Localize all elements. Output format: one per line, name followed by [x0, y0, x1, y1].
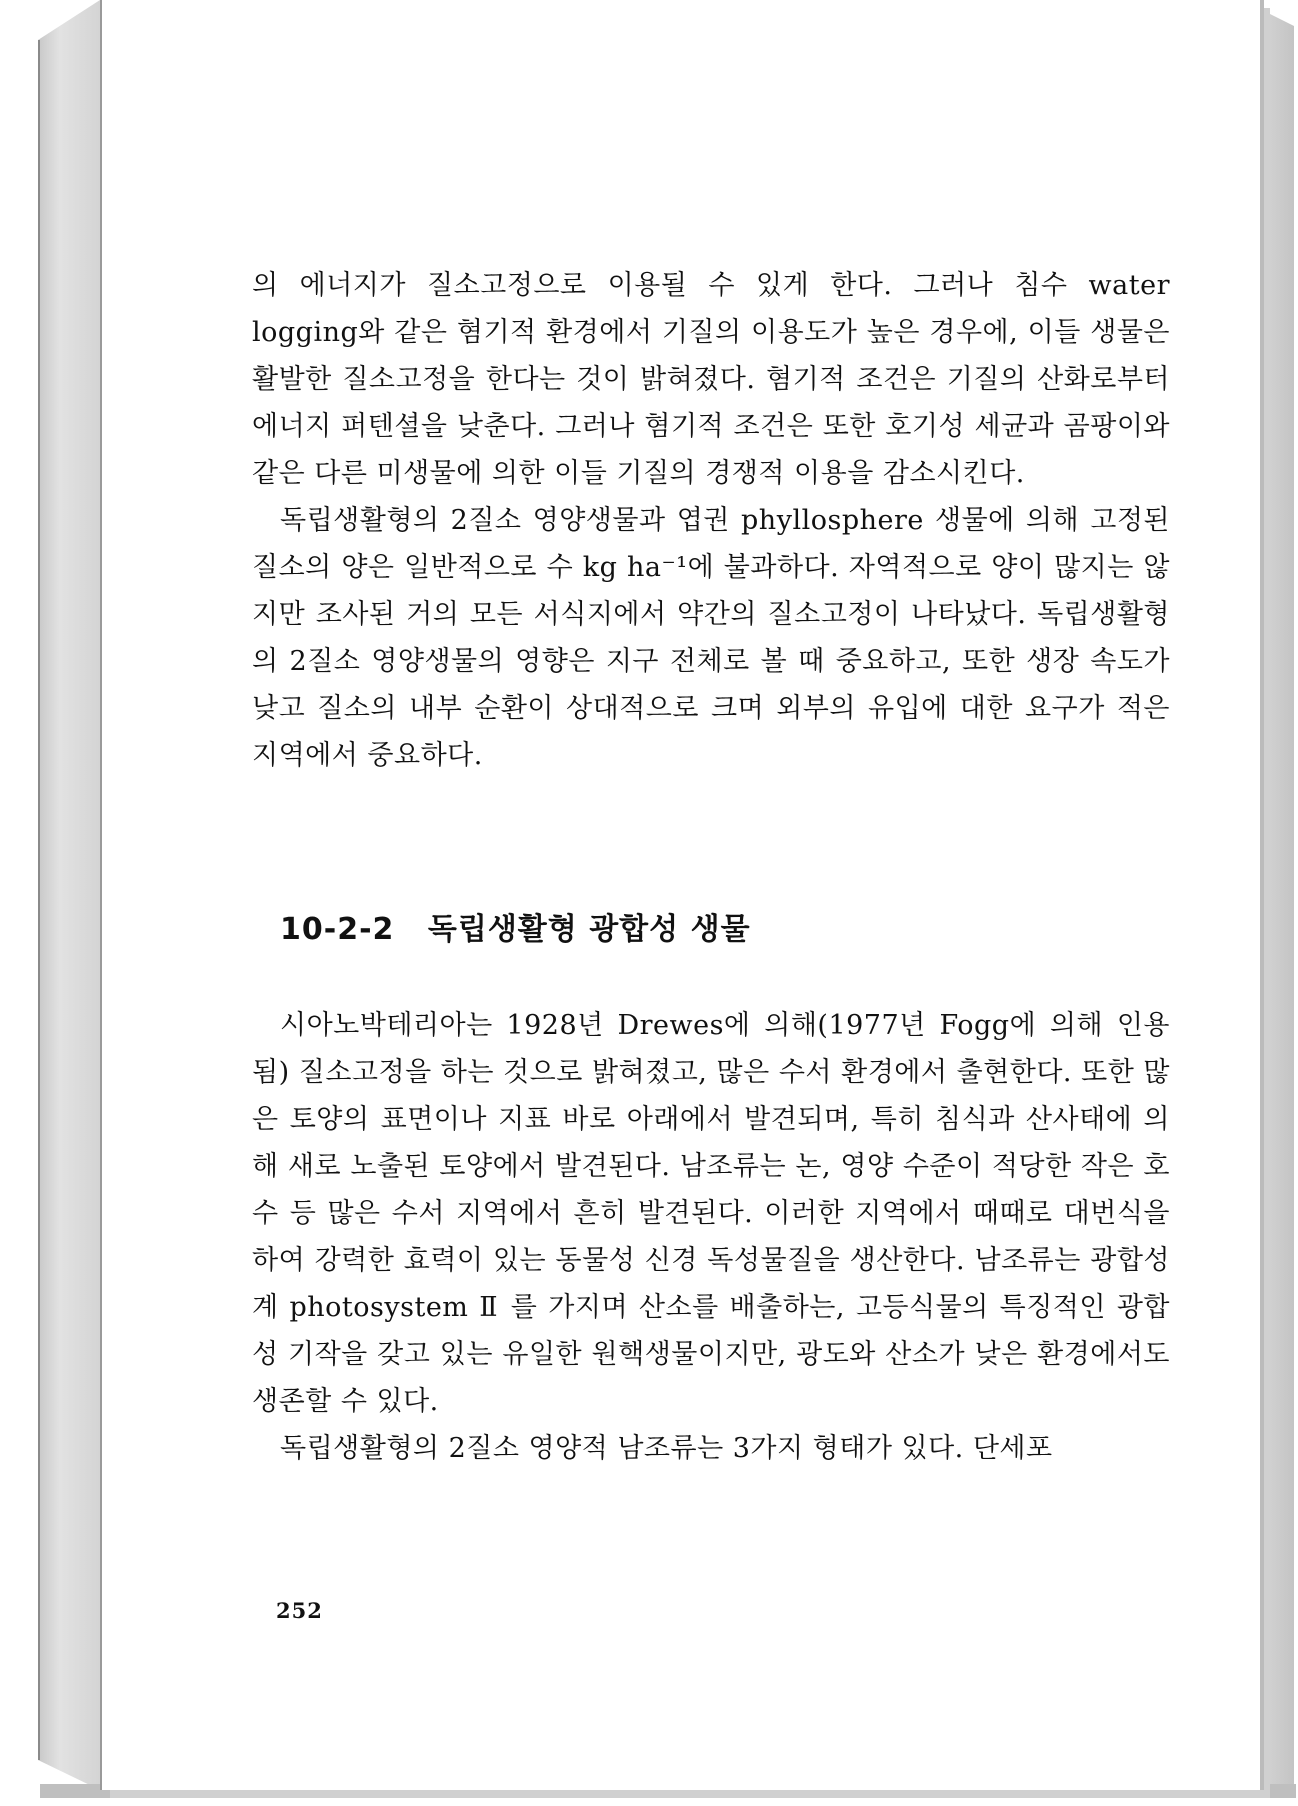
- body-text-top: [252, 262, 1170, 779]
- section-title: 독립생활형 광합성 생물: [427, 912, 751, 947]
- paragraph-1: 의 에너지가 질소고정으로 이용될 수 있게 한다. 그러나 침수 water logging와 같은 혐기적 환경에서 기질의 이용도가 높은 경우에, 이들 생물은 활발한 질소고정을 한다는 것이 밝혀졌다. 혐기적 조건은 기질의 산화로부터 에너지 퍼텐셜을 낮춘다. 그러나 혐기적 조건은 또한 호기성 세균과 곰팡이와 같은 다른 미생물에 의한 이들 기질의 경쟁적 이용을 감소시킨다.: [252, 270, 1170, 489]
- page-stack-right: [1258, 8, 1294, 1798]
- spine-edge: [38, 40, 40, 1760]
- paragraph-3: 시아노박테리아는 1928년 Drewes에 의해(1977년 Fogg에 의해 인용됨) 질소고정을 하는 것으로 밝혀졌고, 많은 수서 환경에서 출현한다. 또한 많은 토양의 표면이나 지표 바로 아래에서 발견되며, 특히 침식과 산사태에 의해 새로 노출된 토양에서 발견된다. 남조류는 논, 영양 수준이 적당한 작은 호수 등 많은 수서 지역에서 흔히 발견된다. 이러한 지역에서 때때로 대번식을 하여 강력한 효력이 있는 동물성 신경 독성물질을 생산한다. 남조류는 광합성계 photosystem Ⅱ 를 가지며 산소를 배출하는, 고등식물의 특징적인 광합성 기작을 갖고 있는 유일한 원핵생물이지만, 광도와 산소가 낮은 환경에서도 생존할 수 있다.: [252, 1010, 1170, 1417]
- paragraph-4: 독립생활형의 2질소 영양적 남조류는 3가지 형태가 있다. 단세포: [280, 1433, 1053, 1464]
- page-number: 252: [276, 1598, 323, 1623]
- section-number: 10-2-2: [280, 912, 395, 947]
- paragraph-2: 독립생활형의 2질소 영양생물과 엽권 phyllosphere 생물에 의해 고정된 질소의 양은 일반적으로 수 kg ha⁻¹에 불과하다. 자역적으로 양이 많지는 않지만 조사된 거의 모든 서식지에서 약간의 질소고정이 나타났다. 독립생활형의 2질소 영양생물의 영향은 지구 전체로 볼 때 중요하고, 또한 생장 속도가 낮고 질소의 내부 순환이 상대적으로 크며 외부의 유입에 대한 요구가 적은 지역에서 중요하다.: [252, 505, 1170, 771]
- body-text-bottom: [252, 1002, 1170, 1472]
- section-heading: [280, 904, 751, 948]
- book-spine: [38, 0, 100, 1790]
